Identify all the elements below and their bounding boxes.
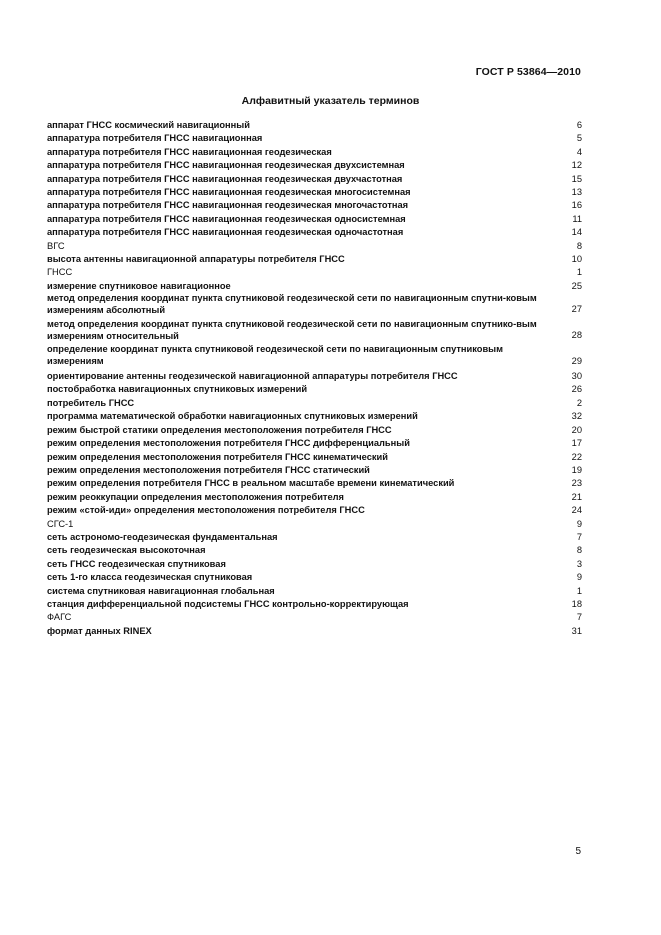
index-entry-term: аппаратура потребителя ГНСС навигационная — [47, 133, 263, 144]
index-entry-page: 10 — [571, 254, 582, 265]
index-entry-term: аппаратура потребителя ГНСС навигационная геодезическая одночастотная — [47, 227, 404, 238]
index-entry-term: сеть геодезическая высокоточная — [47, 545, 206, 556]
index-entry-page: 19 — [571, 464, 582, 475]
document-standard-number: ГОСТ Р 53864—2010 — [475, 66, 581, 78]
index-entry — [47, 585, 582, 598]
index-entry-term: сеть астрономо-геодезическая фундаментальная — [47, 531, 278, 542]
index-entry — [47, 280, 582, 293]
index-entry — [47, 253, 582, 266]
index-entry-term: аппаратура потребителя ГНСС навигационная геодезическая многочастотная — [47, 200, 409, 211]
index-entry-page: 16 — [571, 200, 582, 211]
index-entry-term: потребитель ГНСС — [47, 397, 135, 408]
index-entry-page: 23 — [571, 478, 582, 489]
index-entry-term: система спутниковая навигационная глобальная — [47, 585, 275, 596]
index-entry — [47, 451, 582, 464]
index-entry-page: 22 — [571, 451, 582, 462]
index-entry-page: 1 — [576, 267, 582, 278]
index-entry — [47, 625, 582, 638]
index-entry-page: 7 — [576, 612, 582, 623]
index-entry — [47, 437, 582, 450]
index-entry-term: формат данных RINEX — [47, 625, 152, 636]
index-entry-page: 27 — [571, 304, 582, 315]
index-entry — [47, 611, 582, 624]
index-entry — [47, 544, 582, 557]
index-entry — [47, 146, 582, 159]
index-entry — [47, 132, 582, 145]
index-entry-page: 9 — [576, 572, 582, 583]
index-entry-term: ФАГС — [47, 612, 72, 623]
index-entry-term: режим быстрой статики определения местоположения потребителя ГНСС — [47, 424, 392, 435]
index-entry — [47, 199, 582, 212]
index-title: Алфавитный указатель терминов — [241, 95, 420, 107]
index-entry-term: определение координат пункта спутниковой геодезической сети по навигационным спутниковым измерениям — [47, 344, 503, 367]
index-entry-page: 20 — [571, 424, 582, 435]
index-entry — [47, 598, 582, 611]
index-entry — [47, 319, 582, 343]
index-entry-page: 32 — [571, 411, 582, 422]
index-entry-term: программа математической обработки навигационных спутниковых измерений — [47, 411, 418, 422]
index-entry-page: 9 — [576, 518, 582, 529]
index-entry-page: 24 — [571, 505, 582, 516]
index-entry-term: аппаратура потребителя ГНСС навигационная геодезическая двухчастотная — [47, 173, 403, 184]
index-entry — [47, 397, 582, 410]
index-entry-term: аппаратура потребителя ГНСС навигационная геодезическая двухсистемная — [47, 160, 405, 171]
index-entry-term: СГС-1 — [47, 518, 74, 529]
index-entry — [47, 504, 582, 517]
index-entry — [47, 531, 582, 544]
index-entry-term: сеть ГНСС геодезическая спутниковая — [47, 558, 226, 569]
index-entry-term: метод определения координат пункта спутниковой геодезической сети по навигационным спутнико-вым измерениям относительный — [47, 318, 537, 341]
index-entry-page: 26 — [571, 384, 582, 395]
index-entry-term: режим определения потребителя ГНСС в реальном масштабе времени кинематический — [47, 478, 455, 489]
term-index-list — [47, 119, 582, 638]
index-entry-term: режим определения местоположения потребителя ГНСС статический — [47, 464, 370, 475]
index-entry-term: ГНСС — [47, 267, 73, 278]
index-entry-page: 5 — [576, 133, 582, 144]
index-entry — [47, 370, 582, 383]
index-entry-page: 28 — [571, 330, 582, 341]
index-entry — [47, 558, 582, 571]
index-entry — [47, 383, 582, 396]
index-entry — [47, 119, 582, 132]
index-entry — [47, 491, 582, 504]
index-entry-page: 29 — [571, 355, 582, 366]
index-entry — [47, 213, 582, 226]
index-entry-term: аппаратура потребителя ГНСС навигационная геодезическая — [47, 146, 332, 157]
index-entry — [47, 571, 582, 584]
index-entry-term: аппаратура потребителя ГНСС навигационная геодезическая многосистемная — [47, 187, 411, 198]
index-entry-page: 12 — [571, 160, 582, 171]
index-entry-term: режим определения местоположения потребителя ГНСС дифференциальный — [47, 438, 410, 449]
index-entry-page: 8 — [576, 240, 582, 251]
index-entry-term: станция дифференциальной подсистемы ГНСС контрольно-корректирующая — [47, 598, 409, 609]
index-entry-page: 4 — [576, 146, 582, 157]
index-entry — [47, 226, 582, 239]
index-entry-term: режим «стой-иди» определения местоположения потребителя ГНСС — [47, 505, 365, 516]
index-entry-term: ориентирование антенны геодезической навигационной аппаратуры потребителя ГНСС — [47, 371, 458, 382]
index-entry-page: 3 — [576, 558, 582, 569]
index-entry-page: 1 — [576, 585, 582, 596]
index-entry-term: измерение спутниковое навигационное — [47, 280, 231, 291]
index-entry-page: 6 — [576, 120, 582, 130]
index-entry-term: режим реоккупации определения местоположения потребителя — [47, 491, 344, 502]
index-entry-page: 14 — [571, 227, 582, 238]
index-entry-page: 11 — [572, 213, 582, 224]
index-entry-page: 7 — [576, 531, 582, 542]
index-entry-term: аппарат ГНСС космический навигационный — [47, 120, 250, 130]
index-entry-term: постобработка навигационных спутниковых измерений — [47, 384, 308, 395]
index-entry — [47, 344, 582, 368]
page-number: 5 — [575, 846, 581, 857]
index-entry-page: 30 — [571, 371, 582, 382]
index-entry — [47, 293, 582, 317]
index-entry-page: 8 — [576, 545, 582, 556]
index-entry — [47, 186, 582, 199]
index-entry — [47, 159, 582, 172]
index-entry — [47, 173, 582, 186]
index-entry — [47, 424, 582, 437]
index-entry-term: режим определения местоположения потребителя ГНСС кинематический — [47, 451, 388, 462]
index-entry-page: 15 — [571, 173, 582, 184]
index-entry-page: 2 — [576, 397, 582, 408]
index-entry-page: 13 — [571, 187, 582, 198]
index-entry-term: аппаратура потребителя ГНСС навигационная геодезическая односистемная — [47, 213, 406, 224]
index-entry-term: сеть 1-го класса геодезическая спутниковая — [47, 572, 253, 583]
index-entry-page: 17 — [571, 438, 582, 449]
index-entry — [47, 518, 582, 531]
index-entry-page: 31 — [571, 625, 582, 636]
index-entry-term: ВГС — [47, 240, 65, 251]
index-entry-term: высота антенны навигационной аппаратуры потребителя ГНСС — [47, 254, 345, 265]
index-entry — [47, 477, 582, 490]
index-entry-page: 18 — [571, 598, 582, 609]
index-entry — [47, 464, 582, 477]
index-entry-page: 25 — [571, 280, 582, 291]
index-entry — [47, 410, 582, 423]
index-entry-page: 21 — [571, 491, 582, 502]
index-entry — [47, 240, 582, 253]
index-entry — [47, 266, 582, 279]
index-entry-term: метод определения координат пункта спутниковой геодезической сети по навигационным спутни-ковым измерениям абсолютный — [47, 293, 537, 316]
